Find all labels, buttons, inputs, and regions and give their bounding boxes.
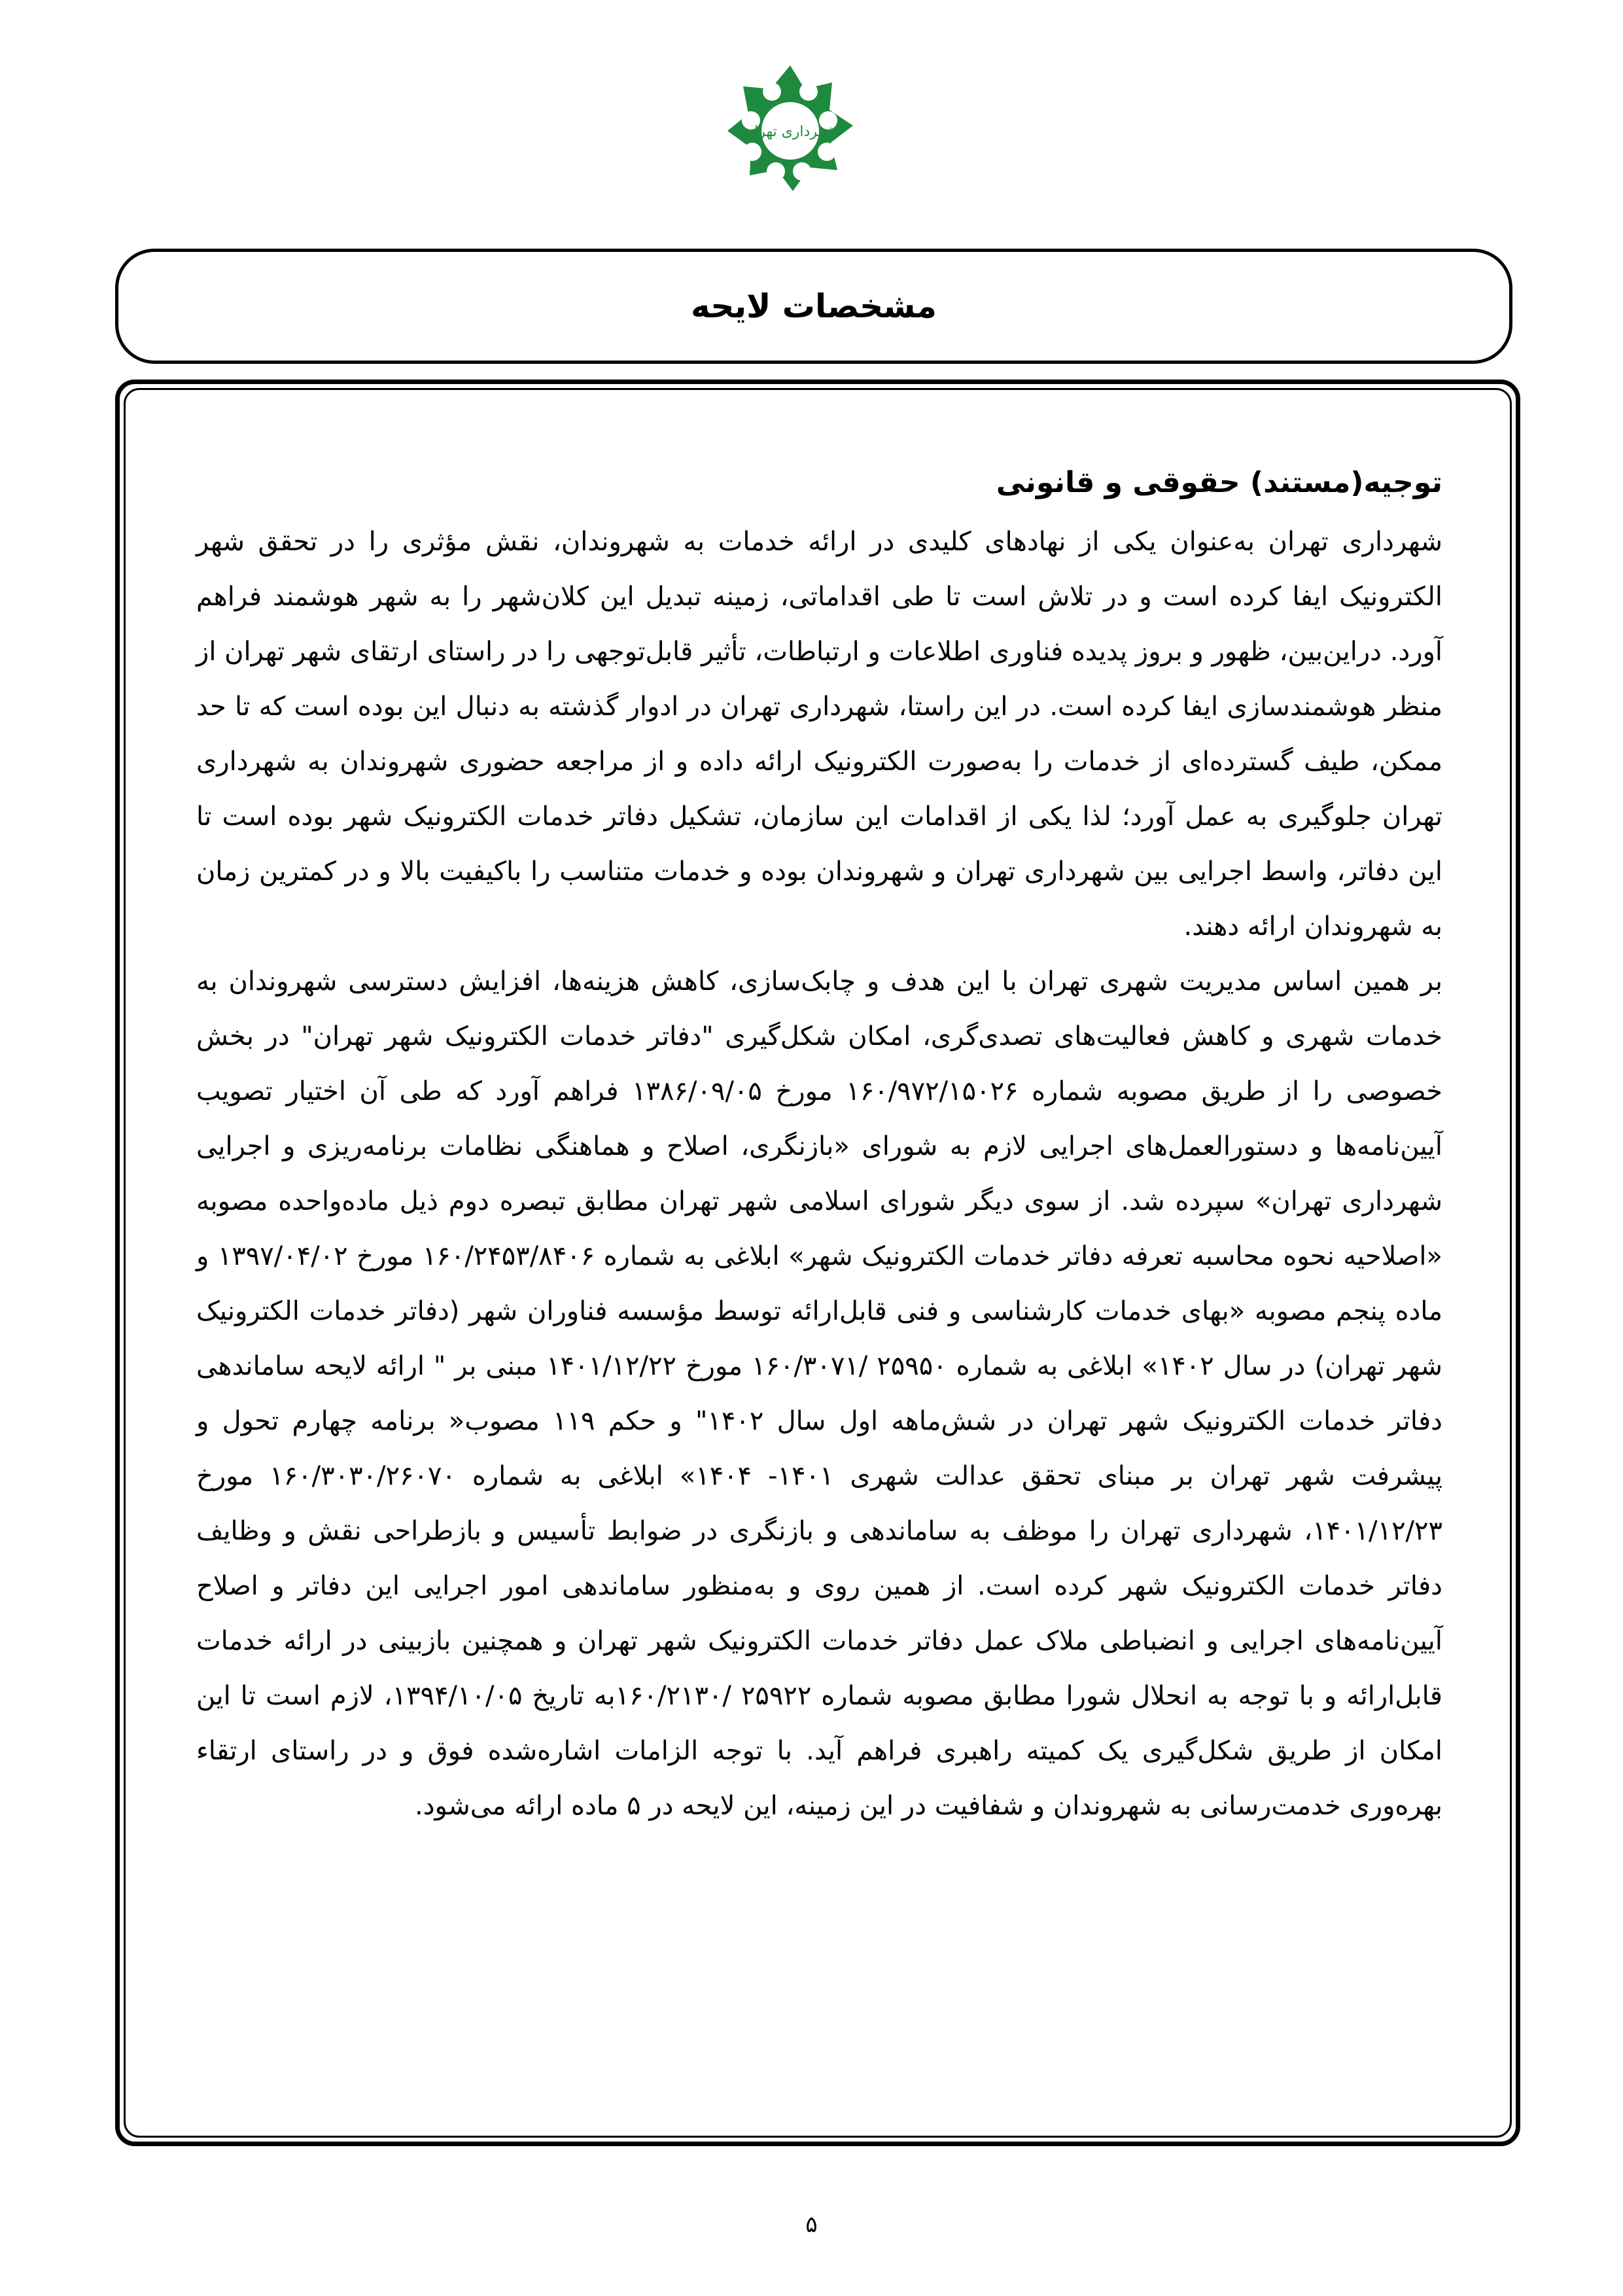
logo-text: شهرداری تهران [743, 124, 837, 140]
document-body [196, 451, 1442, 1833]
document-title: مشخصات لایحه [691, 287, 937, 325]
paragraph-2: بر همین اساس مدیریت شهری تهران با این هدف و چابک‌سازی، کاهش هزینه‌ها، افزایش دسترسی شهروندان به خدمات شهری و کاهش فعالیت‌های تصدی‌گری، امکان شکل‌گیری "دفاتر خدمات الکترونیک شهر تهران" در بخش خصوصی را از طریق مصوبه شماره ۱۶۰/۹۷۲/۱۵۰۲۶ مورخ ۱۳۸۶/۰۹/۰۵ فراهم آورد که طی آن اختیار تصویب آیین‌نامه‌ها و دستورالعمل‌های اجرایی لازم به شورای «بازنگری، اصلاح و هماهنگی نظامات برنامه‌ریزی و اجرایی شهرداری تهران» سپرده شد. از سوی دیگر شورای اسلامی شهر تهران مطابق تبصره دوم ذیل ماده‌واحده مصوبه «اصلاحیه نحوه محاسبه تعرفه دفاتر خدمات الکترونیک شهر» ابلاغی به شماره ۱۶۰/۲۴۵۳/۸۴۰۶ مورخ ۱۳۹۷/۰۴/۰۲ و ماده پنجم مصوبه «بهای خدمات کارشناسی و فنی قابل‌ارائه توسط مؤسسه فناوران شهر (دفاتر خدمات الکترونیک شهر تهران) در سال ۱۴۰۲» ابلاغی به شماره ۲۵۹۵۰ /۱۶۰/۳۰۷۱ مورخ ۱۴۰۱/۱۲/۲۲ مبنی بر " ارائه لایحه ساماندهی دفاتر خدمات الکترونیک شهر تهران در شش‌ماهه اول سال ۱۴۰۲" و حکم ۱۱۹ مصوب« برنامه چهارم تحول و پیشرفت شهر تهران بر مبنای تحقق عدالت شهری ۱۴۰۱- ۱۴۰۴» ابلاغی به شماره ۱۶۰/۳۰۳۰/۲۶۰۷۰ مورخ ۱۴۰۱/۱۲/۲۳، شهرداری تهران را موظف به ساماندهی و بازنگری در ضوابط تأسیس و بازطراحی نقش و وظایف دفاتر خدمات الکترونیک شهر کرده است. از همین روی و به‌منظور ساماندهی امور اجرایی این دفاتر و اصلاح آیین‌نامه‌های اجرایی و انضباطی ملاک عمل دفاتر خدمات الکترونیک شهر تهران و همچنین بازبینی در ارائه خدمات قابل‌ارائه و با توجه به انحلال شورا مطابق مصوبه شماره ۲۵۹۲۲ /۱۶۰/۲۱۳۰به تاریخ ۱۳۹۴/۱۰/۰۵، لازم است تا این امکان از طریق شکل‌گیری یک کمیته راهبری فراهم آید. با توجه الزامات اشاره‌شده فوق و در راستای ارتقاء بهره‌وری خدمت‌رسانی به شهروندان و شفافیت در این زمینه، این لایحه در ۵ ماده ارائه می‌شود. [196, 966, 1443, 1821]
title-box [115, 249, 1512, 364]
tehran-municipality-logo-icon [725, 63, 856, 194]
page-number: ۵ [805, 2212, 818, 2238]
paragraph-1: شهرداری تهران به‌عنوان یکی از نهادهای کلیدی در ارائه خدمات به شهروندان، نقش مؤثری را در تحقق شهر الکترونیک ایفا کرده است و در تلاش است تا طی اقداماتی، زمینه تبدیل این کلان‌شهر را به شهر هوشمند فراهم آورد. دراین‌بین، ظهور و بروز پدیده فناوری اطلاعات و ارتباطات، تأثیر قابل‌توجهی را در راستای ارتقای شهر تهران از منظر هوشمندسازی ایفا کرده است. در این راستا، شهرداری تهران در ادوار گذشته به دنبال این بوده است که تا حد ممکن، طیف گسترده‌ای از خدمات را به‌صورت الکترونیک ارائه داده و از مراجعه حضوری شهروندان به شهرداری تهران جلوگیری به عمل آورد؛ لذا یکی از اقدامات این سازمان، تشکیل دفاتر خدمات الکترونیک شهر بوده است تا این دفاتر، واسط اجرایی بین شهرداری تهران و شهروندان بوده و خدمات متناسب را باکیفیت بالا و در کمترین زمان به شهروندان ارائه دهند. [196, 527, 1442, 942]
section-heading: توجیه(مستند) حقوقی و قانونی [996, 466, 1442, 499]
logo-star-icon [725, 63, 856, 194]
